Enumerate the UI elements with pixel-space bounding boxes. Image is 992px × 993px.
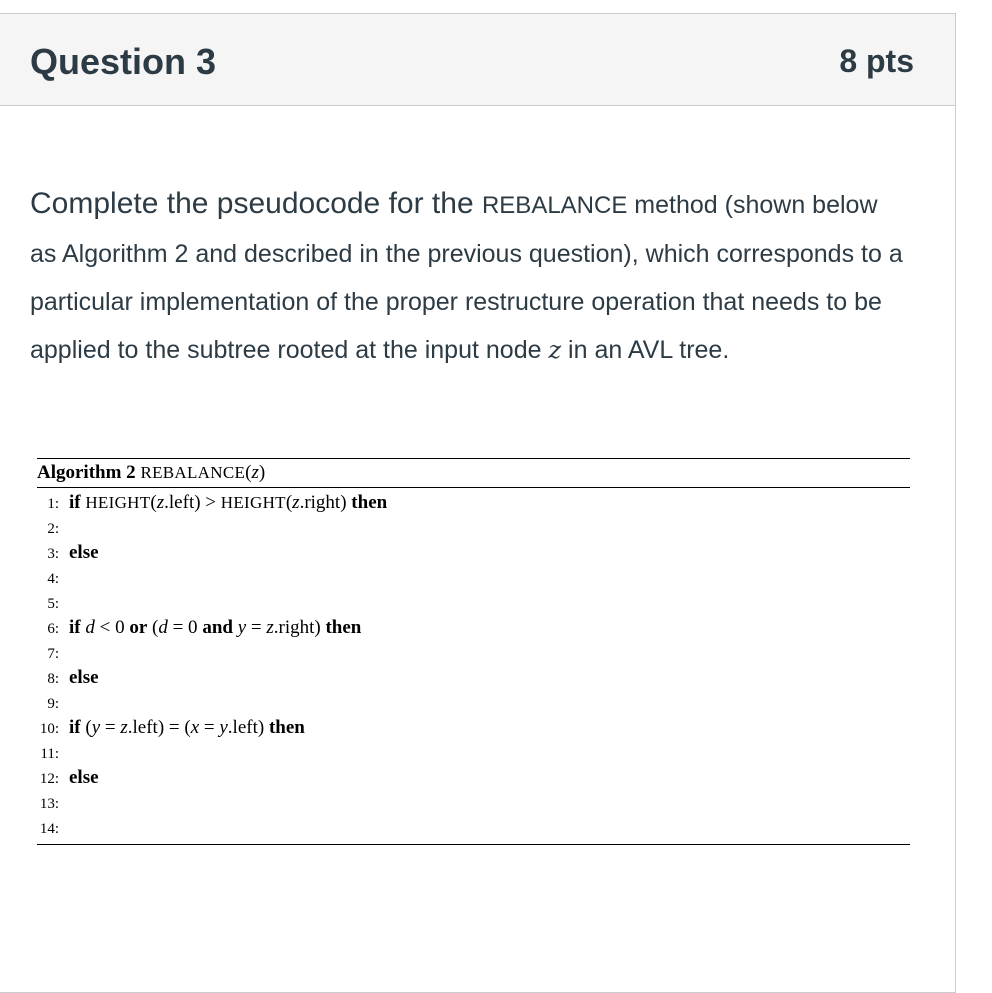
algorithm-name: REBALANCE [140,463,246,482]
algorithm-caption: Algorithm 2 REBALANCE(z) [37,462,266,483]
algorithm-line: 12: else [39,767,99,788]
algorithm-line: 6: if d < 0 or (d = 0 and y = z.right) then [47,617,362,638]
prompt-variable: z [548,336,562,364]
algorithm-arg: z [251,462,259,483]
prompt-text-part3: in an AVL tree. [561,336,730,364]
algorithm-line: 9: [47,696,59,712]
algorithm-line: 14: [39,821,59,837]
algorithm-line: 7: [47,646,59,662]
algorithm-line: 2: [47,521,59,537]
prompt-text-part2: method (shown below as Algorithm 2 and described in the previous question), which corresponds to a particular implementation of the proper restructure operation that needs to be applied to the subtree rooted at the input node [30,191,903,364]
algorithm-line: 11: [40,746,59,762]
algorithm-line: 8: else [47,667,99,688]
algorithm-line: 3: else [47,542,99,563]
prompt-method-name: REBALANCE [481,192,628,219]
algorithm-line: 5: [47,596,59,612]
algorithm-line: 13: [39,796,59,812]
algorithm-line: 4: [47,571,59,587]
algorithm-line: 1: if HEIGHT(z.left) > HEIGHT(z.right) then [47,492,388,513]
algorithm-line: 10: if (y = z.left) = (x = y.left) then [39,717,305,738]
question-header [0,14,955,106]
algorithm-block [37,458,910,845]
prompt-text-part1: Complete the pseudocode for the [30,187,482,220]
question-points: 8 pts [839,43,914,79]
question-prompt [30,180,910,374]
question-title: Question 3 [30,41,217,82]
algorithm-label: Algorithm 2 [37,462,136,483]
